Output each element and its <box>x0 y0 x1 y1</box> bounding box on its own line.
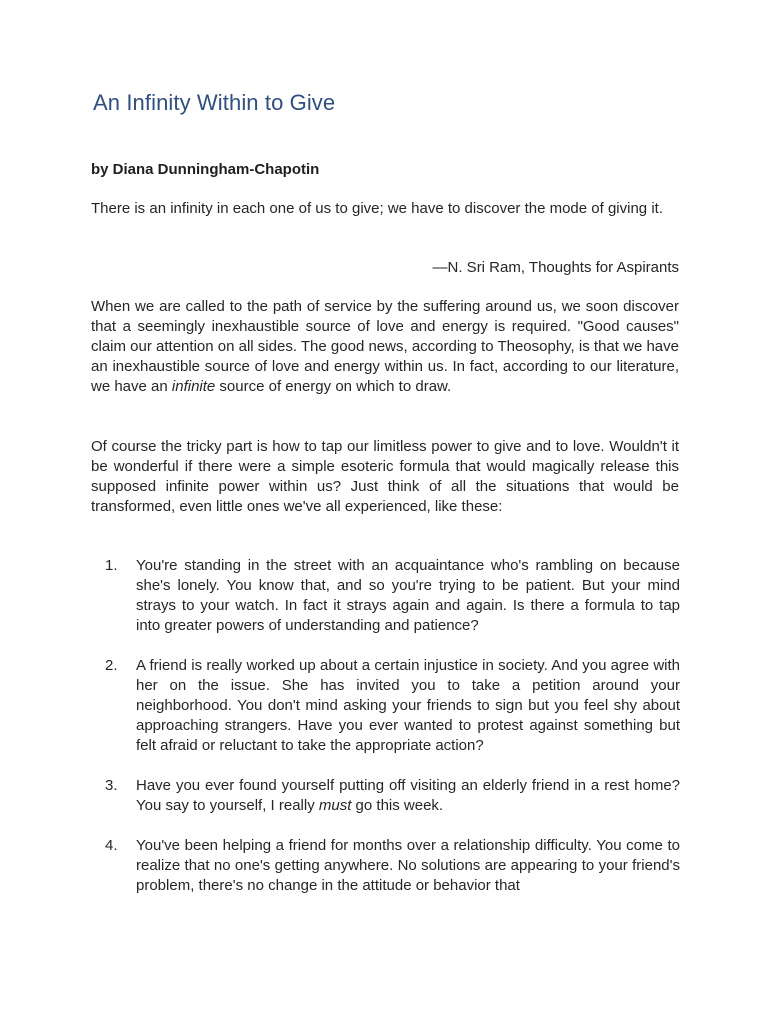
list-item-text: A friend is really worked up about a certain injustice in society. And you agree with her on the issue. She has invited you to take a petition around your neighborhood. You don't mind asking your friends to sign but you feel shy about approaching strangers. Have you ever wanted to protest against something but felt afraid or reluctant to take the appropriate action? <box>136 657 680 754</box>
list-number: 4. <box>105 837 118 854</box>
epigraph-quote: There is an infinity in each one of us to give; we have to discover the mode of giving it. <box>91 200 663 217</box>
emphasis-text: must <box>318 797 352 814</box>
list-item <box>91 556 679 636</box>
author-byline: by Diana Dunningham-Chapotin <box>91 161 320 178</box>
epigraph-attribution: —N. Sri Ram, Thoughts for Aspirants <box>432 259 679 276</box>
emphasis-text: infinite <box>171 378 216 395</box>
list-item <box>91 836 679 896</box>
numbered-list <box>91 556 679 916</box>
list-number: 1. <box>105 557 118 574</box>
body-paragraph-1 <box>91 297 679 397</box>
list-item-segment: Have you ever found yourself putting off visiting an elderly friend in a rest home? You say to yourself, I really <box>136 777 680 814</box>
list-item-text <box>136 776 680 816</box>
list-number: 3. <box>105 777 118 794</box>
list-item-segment: go this week. <box>351 797 444 814</box>
list-item <box>91 656 679 756</box>
list-item-text: You've been helping a friend for months over a relationship difficulty. You come to realize that no one's getting anywhere. No solutions are appearing to your friend's problem, there's no change in the attitude or behavior that <box>136 837 680 894</box>
document-title: An Infinity Within to Give <box>93 90 336 115</box>
body-paragraph-2: Of course the tricky part is how to tap our limitless power to give and to love. Wouldn't it be wonderful if there were a simple esoteric formula that would magically release this supposed infinite power within us? Just think of all the situations that would be transformed, even little ones we've all experienced, like these: <box>91 438 679 515</box>
list-item-text: You're standing in the street with an acquaintance who's rambling on because she's lonely. You know that, and so you're trying to be patient. But your mind strays to your watch. In fact it strays again and again. Is there a formula to tap into greater powers of understanding and patience? <box>136 557 680 634</box>
paragraph-text: When we are called to the path of service by the suffering around us, we soon discover that a seemingly inexhaustible source of love and energy is required. "Good causes" claim our attention on all sides. The good news, according to Theosophy, is that we have an inexhaustible source of love and energy within us. In fact, according to our literature, we have an <box>91 298 679 395</box>
list-number: 2. <box>105 657 118 674</box>
list-item <box>91 776 679 816</box>
paragraph-text: source of energy on which to draw. <box>215 378 452 395</box>
